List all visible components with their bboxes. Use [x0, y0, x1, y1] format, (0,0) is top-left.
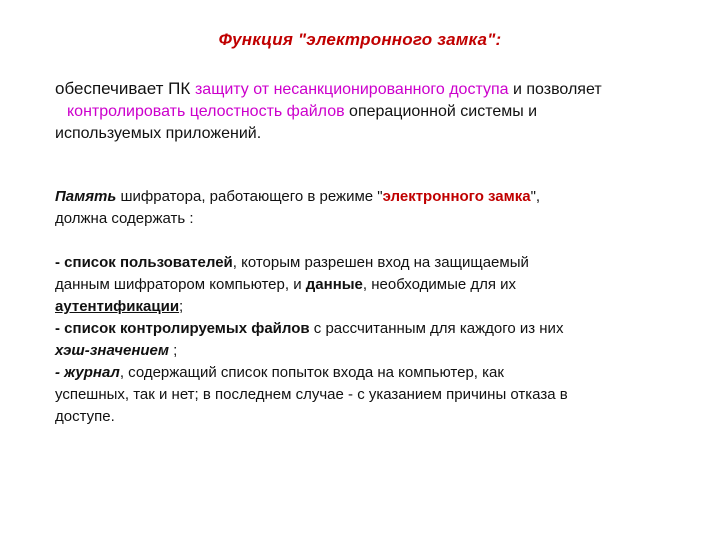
line-2 [55, 101, 695, 123]
item-log-line-2: успешных, так и нет; в последнем случае - с указанием причины отказа в [55, 386, 568, 403]
spacer [55, 230, 695, 252]
text-files-list: - список контролируемых файлов [55, 320, 310, 337]
text-authentication: аутентификации [55, 298, 180, 315]
text-log-desc: , содержащий список попыток входа на компьютер, как [119, 364, 504, 381]
paragraph-memory [55, 186, 695, 428]
line-1 [55, 78, 695, 101]
text-memory: Память [55, 188, 117, 205]
text-semicolon-1: ; [179, 298, 184, 315]
text-hash: хэш-значением [55, 342, 169, 359]
item-users-line-1 [55, 252, 695, 274]
text-data: данные [305, 276, 363, 293]
text-log: - журнал [55, 364, 120, 381]
item-files-line-1 [55, 318, 695, 340]
text-memory-intro: шифратора, работающего в режиме " [116, 188, 383, 205]
text-memory-intro-end: ", [530, 188, 541, 205]
memory-line-2: должна содержать : [55, 210, 194, 227]
item-users-line-3 [55, 296, 695, 318]
text-protection: защиту от несанкционированного доступа [194, 81, 509, 98]
text-needed: , необходимые для их [362, 276, 517, 293]
text-computer: данным шифратором компьютер, и [55, 276, 306, 293]
line-3: используемых приложений. [55, 125, 262, 142]
text-users-desc: , которым разрешен вход на защищаемый [232, 254, 529, 271]
text-semicolon-2: ; [169, 342, 178, 359]
item-log-line-3: доступе. [55, 408, 115, 425]
memory-line-1 [55, 186, 695, 208]
text-and-allows: и позволяет [508, 81, 602, 98]
text-integrity: контролировать целостность файлов [67, 103, 345, 120]
text-provides: обеспечивает ПК [55, 79, 195, 98]
paragraph-function [55, 78, 695, 145]
text-electronic-lock: электронного замка [382, 188, 531, 205]
text-users-list: - список пользователей [55, 254, 233, 271]
item-log-line-1 [55, 362, 695, 384]
text-files-desc: с рассчитанным для каждого из них [309, 320, 564, 337]
slide-title: Функция "электронного замка": [218, 30, 502, 49]
item-files-line-2 [55, 340, 695, 362]
item-users-line-2 [55, 274, 695, 296]
text-os: операционной системы и [344, 103, 538, 120]
